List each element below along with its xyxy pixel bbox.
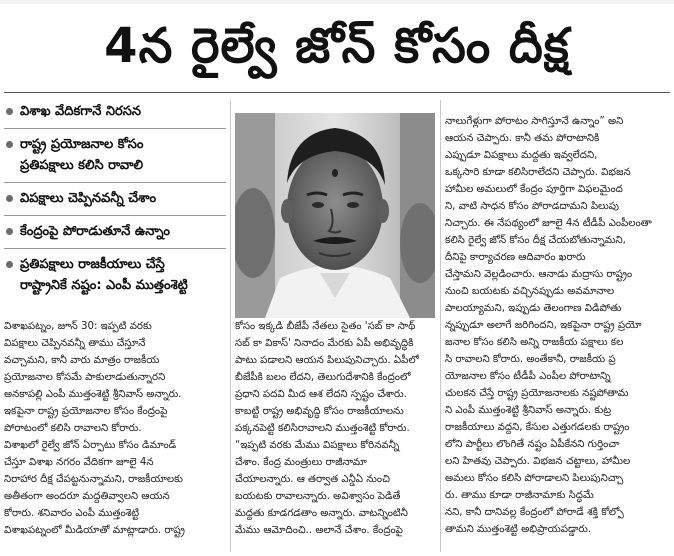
article-text: నాలుగేళ్లుగా పోరాటం సాగిస్తూనే ఉన్నాం” అని ఆయన చెప్పారు. కానీ తమ పోరాటానికి ఎప్పుడూ విపక్షాలు మద్దతు ఇవ్వలేదని, ఒక్కసారి కూడా కలిసిరాలేదని చెప్పారు. విభజన హామీల అమలులో కేంద్రం పూర్తిగా విఫలమైంద ని, వాటి సాధన కోసం పోరాడదామని పిలుపు నిచ్చారు. ఈ నేపథ్యంలో జూలై 4న టీడీపీ ఎంపీలంతా కలిసి రైల్వే జోన్ కోసం దీక్ష చేయబోతున్నామని, దీనిపై కార్యాచరణ ఆదివారం ఖరారు చేస్తామని వెల్లడించారు. ఆనాడు మద్రాసు రాష్ట్రం నుంచి బయటకు వచ్చినప్పుడు అవమానాల పాలయ్యామని, ఇప్పుడు తెలంగాణ విడిపోతు న్నప్పుడూ అలాగే జరిగిందని, ఇకపైనా రాష్ట్ర ప్రయో జనాల కోసం కలిసి అన్ని రాజకీయ పక్షాలు కల సి రావాలని కోరారు. అంతేకానీ, రాజకీయ ప్ర యోజనాల కోసం టీడీపీ ఎంపీల పోరాటాన్ని చులకన చేస్తే రాష్ట్ర ప్రయోజనాలకు నష్టపోతామ ని ఎంపీ ముత్తంశెట్టి శ్రీనివాస్ అన్నారు. కుట్ర రాజకీయాలు వద్దని, కేసుల ఎత్తుగడలకు రాష్ట్రం లోని పార్టీలు లొంగితే నష్టం ఏపీకేనని గుర్తించా లని హితవు చెప్పారు. విభజన చట్టాలు, హామీల అమలు కోసం కలిసి పోరాడాలని పిలుపునిచ్చా రు. తాము కూడా రాజీనామాకు సిద్ధమే నని, కానీ దానివల్ల కేంద్రంలో పోరాడే శక్తి కోల్పో తామని ముత్తంశెట్టి అభిప్రాయపడ్డారు. (445, 116, 652, 535)
bullet-dot-icon (6, 108, 13, 115)
bullet-text: కేంద్రంపై పోరాడుతూనే ఉన్నాం (20, 224, 170, 239)
portrait-photo (235, 113, 435, 318)
bullet-dot-icon (6, 261, 13, 268)
portrait-photo-icon (235, 113, 435, 318)
article-column-middle (235, 318, 435, 554)
bullet-item (4, 216, 226, 249)
column-separator (230, 100, 231, 552)
headline-rule (4, 92, 670, 93)
headline: 4న రైల్వే జోన్ కోసం దీక్ష (104, 18, 570, 74)
bullet-item (4, 249, 226, 302)
bullet-text: విశాఖ వేదికగానే నిరసన (20, 104, 141, 119)
bullet-text: ప్రతిపక్షాలు రాజకీయాలు చేస్తే రాష్ట్రానికే నష్టం: ఎంపీ ముత్తంశెట్టి (20, 257, 188, 293)
column-separator (440, 100, 441, 552)
bullet-dot-icon (6, 141, 13, 148)
top-strip (0, 0, 674, 4)
bullet-dot-icon (6, 228, 13, 235)
article-column-right (445, 113, 671, 554)
bullet-item (4, 183, 226, 216)
bullet-text: రాష్ట్ర ప్రయోజనాల కోసం ప్రతిపక్షాలు కలిసి రావాలి (20, 137, 144, 173)
bullet-list (4, 96, 226, 302)
bullet-item (4, 96, 226, 129)
bullet-text: విపక్షాలు చెప్పినవన్నీ చేశాం (20, 191, 157, 206)
article-text: కోసం ఇక్కడి బీజేపీ నేతలు సైతం 'సబ్ కా సాథ్ సబ్ కా వికాస్' నినాదం మేరకు ఏపీ అభివృద్ధికి పాటు పడాలని ఆయన పిలుపునిచ్చారు. ఏపీలో బీజేపీకి బలం లేదని, తెలుగుదేశానికి కేంద్రంలో ప్రధాని పదవి మీద ఆశ లేదని స్పష్టం చేశారు. కాబట్టి రాష్ట్ర అభివృద్ధి కోసం రాజకీయాలను పక్కనపెట్టి కలిసిరావాలని ముత్తంశెట్టి కోరారు. “ఇప్పటి వరకు మేము విపక్షాలు కోరినవన్నీ చేశాం. కేంద్ర మంత్రులు రాజీనామా చేయాలన్నారు. ఆ తర్వాత ఎన్డీఏ నుంచి బయటకు రావాలన్నారు. అవిశ్వాసం పెడితే మద్దతు కూడగడతాం అన్నారు. వాటన్నింటినీ మేము ఆమోదించి.. అలానే చేశాం. కేంద్రంపై (235, 321, 419, 536)
bullet-item (4, 129, 226, 183)
article-text: విశాఖపట్నం, జూన్ 30: ఇప్పటి వరకు విపక్షాలు చెప్పినవన్నీ తాము చేస్తూనే వచ్చామని, కానీ వారు మాత్రం రాజకీయ ప్రయోజనాల కోసమే పాకులాడుతున్నారని అనకాపల్లి ఎంపీ ముత్తంశెట్టి శ్రీనివాస్ అన్నారు. ఇకపైనా రాష్ట్ర ప్రయోజనాల కోసం కేంద్రంపై పోరాటంలో కలిసి రావాలని కోరారు. విశాఖలో రైల్వే జోన్ ఏర్పాటు కోసం డిమాండ్ చేస్తూ విశాఖ నగరం వేదికగా జూలై 4న నిరాహార దీక్ష చేపట్టనున్నామని, రాజకీయాలకు అతీతంగా అందరూ మద్దతివ్వాలని ఆయన కోరారు. శనివారం ఎంపీ ముత్తంశెట్టి విశాఖపట్నంలో మీడియాతో మాట్లాడారు. రాష్ట్ర (4, 321, 185, 536)
bullet-dot-icon (6, 195, 13, 202)
article-column-left (4, 318, 226, 554)
